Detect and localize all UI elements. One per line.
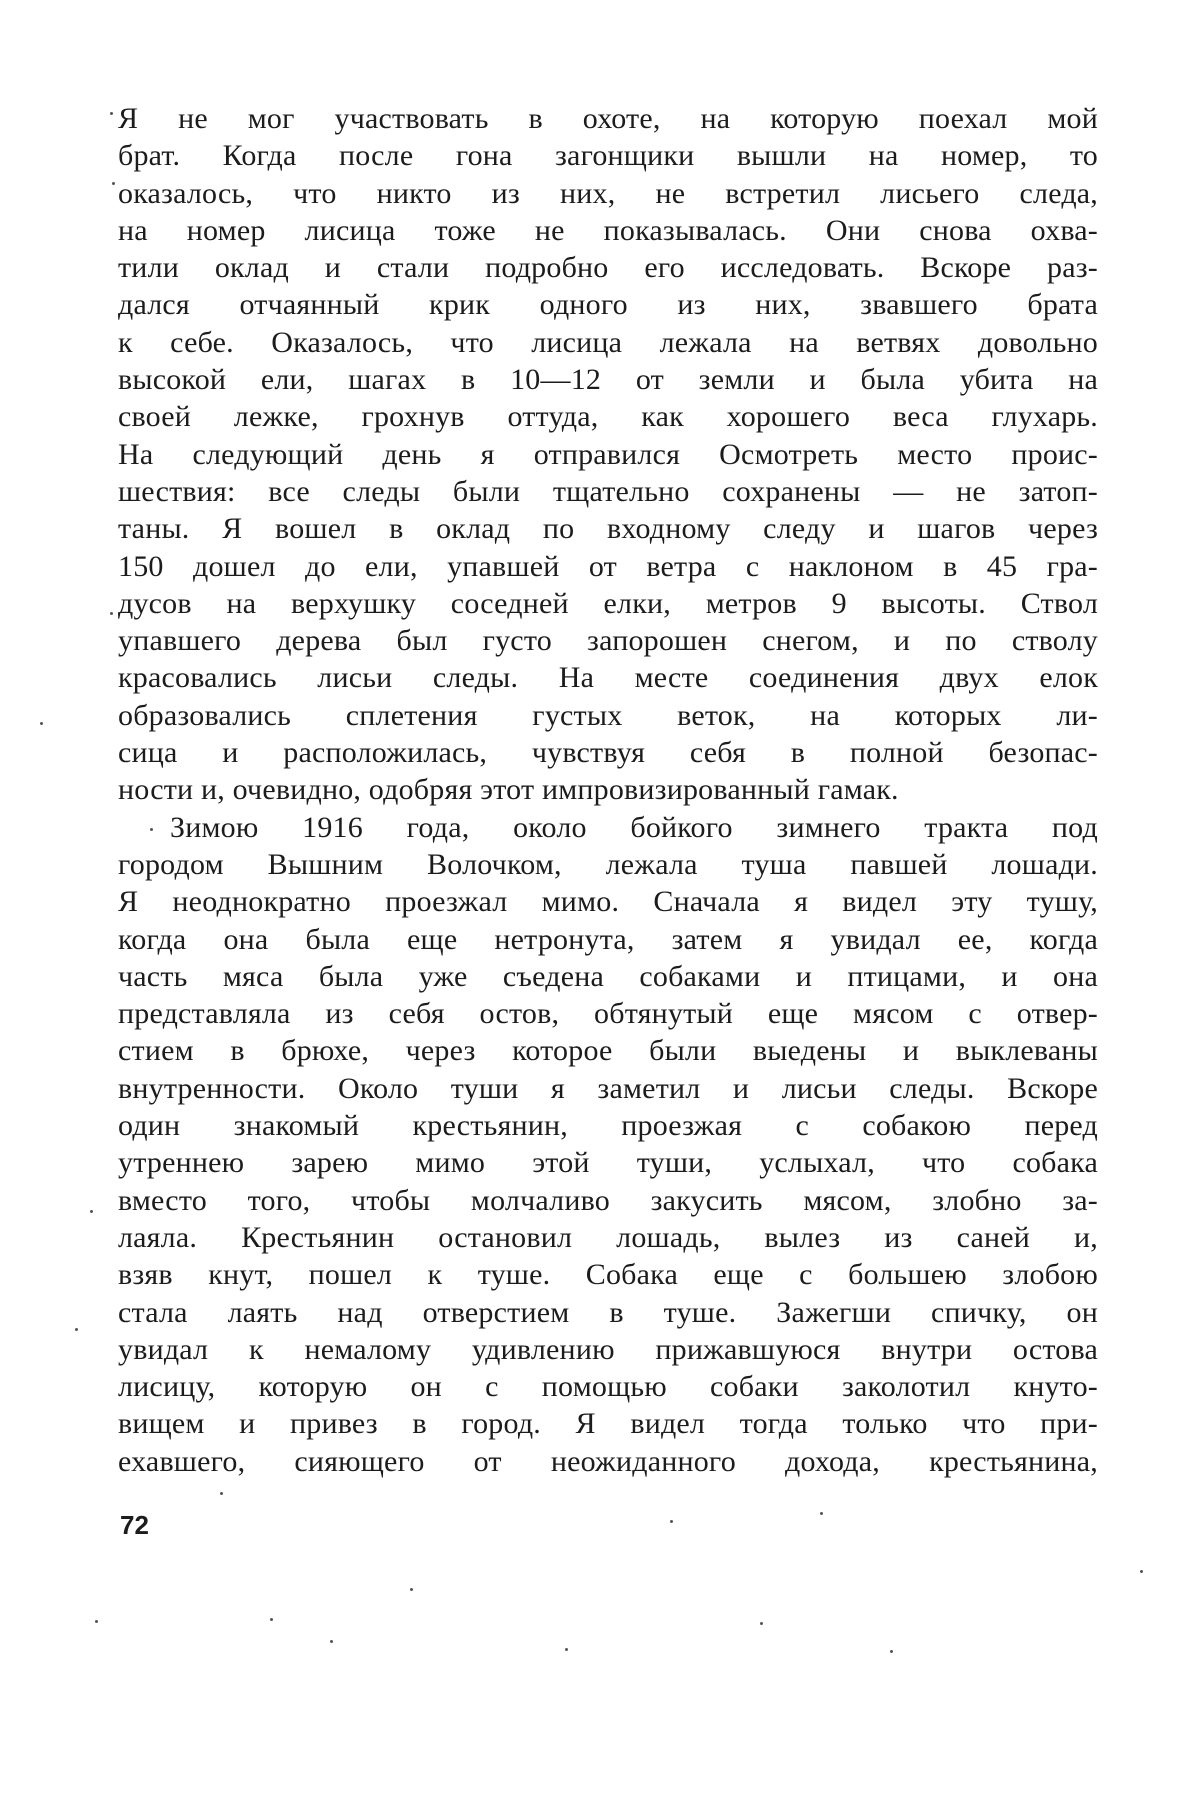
- text-line: таны. Я вошел в оклад по входному следу и шагов через: [118, 512, 1098, 546]
- text-line: лаяла. Крестьянин остановил лошадь, вылез из саней и,: [118, 1220, 1098, 1254]
- text-line: утреннею зарею мимо этой туши, услыхал, что собака: [118, 1146, 1098, 1180]
- text-line: оказалось, что никто из них, не встретил лисьего следа,: [118, 176, 1098, 210]
- text-line: брат. Когда после гона загонщики вышли на номер, то: [118, 139, 1098, 173]
- scan-speck: [820, 1512, 823, 1515]
- text-line: часть мяса была уже съедена собаками и птицами, и она: [118, 959, 1098, 993]
- scan-speck: [75, 1328, 78, 1331]
- scan-speck: [1140, 1570, 1143, 1573]
- text-line: образовались сплетения густых веток, на которых ли-: [118, 698, 1098, 732]
- text-line: взяв кнут, пошел к туше. Собака еще с большею злобою: [118, 1258, 1098, 1292]
- scan-speck: [40, 722, 43, 725]
- text-line: дусов на верхушку соседней елки, метров 9 высоты. Ствол: [118, 586, 1098, 620]
- scan-speck: [220, 1492, 223, 1495]
- scan-speck: [150, 828, 153, 831]
- text-line: упавшего дерева был густо запорошен снегом, и по стволу: [118, 624, 1098, 658]
- scan-speck: [110, 612, 113, 615]
- scan-speck: [90, 1210, 93, 1213]
- text-line: когда она была еще нетронута, затем я увидал ее, когда: [118, 922, 1098, 956]
- scan-speck: [110, 112, 113, 115]
- text-line: ехавшего, сияющего от неожиданного дохода, крестьянина,: [118, 1444, 1098, 1478]
- text-line: на номер лисица тоже не показывалась. Они снова охва-: [118, 213, 1098, 247]
- text-line: лисицу, которую он с помощью собаки заколотил кнуто-: [118, 1370, 1098, 1404]
- text-line: своей лежке, грохнув оттуда, как хорошего веса глухарь.: [118, 400, 1098, 434]
- text-line: ности и, очевидно, одобряя этот импровизированный гамак.: [118, 773, 899, 807]
- text-line: внутренности. Около туши я заметил и лисьи следы. Вскоре: [118, 1071, 1098, 1105]
- text-line: красовались лисьи следы. На месте соединения двух елок: [118, 661, 1098, 695]
- text-line: Я неоднократно проезжал мимо. Сначала я видел эту тушу,: [118, 885, 1098, 919]
- scan-speck: [670, 1520, 673, 1523]
- text-line: 150 дошел до ели, упавшей от ветра с наклоном в 45 гра-: [118, 549, 1098, 583]
- text-line: представляла из себя остов, обтянутый еще мясом с отвер-: [118, 997, 1098, 1031]
- scan-speck: [270, 1618, 273, 1621]
- text-line: один знакомый крестьянин, проезжая с собакою перед: [118, 1109, 1098, 1143]
- text-line: шествия: все следы были тщательно сохранены — не затоп-: [118, 474, 1098, 508]
- text-line: Я не мог участвовать в охоте, на которую поехал мой: [118, 102, 1098, 135]
- scan-speck: [95, 1620, 98, 1623]
- scan-speck: [760, 1622, 763, 1625]
- scan-speck: [330, 1640, 333, 1643]
- scan-speck: [565, 1648, 568, 1651]
- text-line: вищем и привез в город. Я видел тогда только что при-: [118, 1407, 1098, 1441]
- text-line: тили оклад и стали подробно его исследовать. Вскоре раз-: [118, 251, 1098, 285]
- text-line: стала лаять над отверстием в туше. Зажегши спичку, он: [118, 1295, 1098, 1329]
- text-line: дался отчаянный крик одного из них, звавшего брата: [118, 288, 1098, 322]
- text-line: сица и расположилась, чувствуя себя в полной безопас-: [118, 736, 1098, 770]
- text-line: высокой ели, шагах в 10—12 от земли и была убита на: [118, 363, 1098, 397]
- text-line: На следующий день я отправился Осмотреть место проис-: [118, 437, 1098, 471]
- scan-speck: [112, 182, 115, 185]
- scan-speck: [410, 1588, 413, 1591]
- page-number: 72: [120, 1510, 149, 1540]
- scan-speck: [890, 1650, 893, 1653]
- paragraph-first-line: Зимою 1916 года, около бойкого зимнего тракта под: [170, 810, 1098, 844]
- text-line: к себе. Оказалось, что лисица лежала на ветвях довольно: [118, 325, 1098, 359]
- body-text: [118, 100, 1098, 1480]
- text-line: увидал к немалому удивлению прижавшуюся внутри остова: [118, 1332, 1098, 1366]
- text-line: стием в брюхе, через которое были выедены и выклеваны: [118, 1034, 1098, 1068]
- text-line: городом Вышним Волочком, лежала туша павшей лошади.: [118, 847, 1098, 881]
- text-line: вместо того, чтобы молчаливо закусить мясом, злобно за-: [118, 1183, 1098, 1217]
